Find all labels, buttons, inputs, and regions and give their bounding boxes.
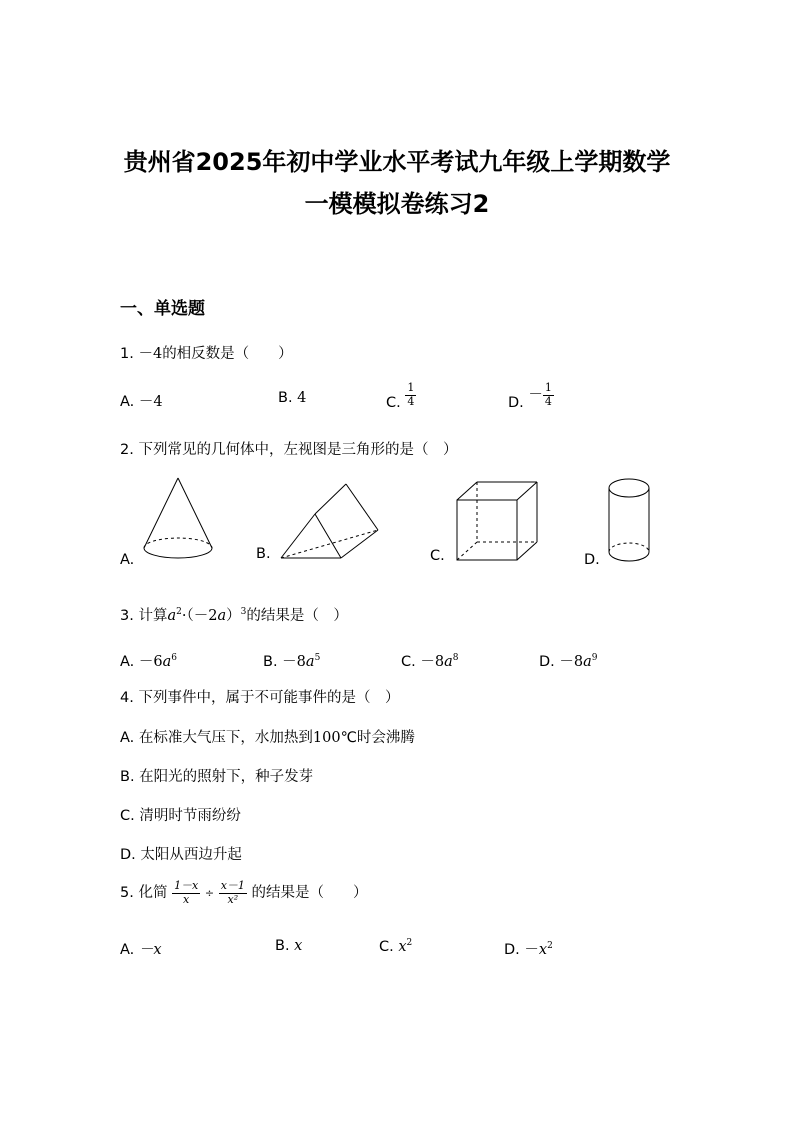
question-1-option-a: A. －4	[120, 394, 163, 410]
fraction: $\frac{1}{4}$	[544, 381, 552, 408]
fraction: $\frac{1-x}{x}$	[174, 879, 199, 906]
question-3-option-a: A. $-6a^6$	[120, 653, 178, 670]
cone-figure	[140, 474, 220, 566]
question-2-stem: 2. 下列常见的几何体中，左视图是三角形的是（ ）	[120, 442, 458, 458]
question-4-stem: 4. 下列事件中，属于不可能事件的是（ ）	[120, 690, 400, 706]
question-4-option-b: B. 在阳光的照射下，种子发芽	[120, 769, 314, 785]
question-3-option-c: C. $-8a^8$	[401, 653, 459, 670]
question-3-stem: 3. 计算$a^2\cdot(-2a)^3$的结果是（ ）	[120, 607, 348, 624]
question-1-option-b: B. 4	[278, 390, 307, 406]
question-1-stem: 1. －4的相反数是（ ）	[120, 346, 293, 362]
question-5-stem: 5. 化简 $\frac{1-x}{x}$ ÷ $\frac{x-1}{\text{x²}}$ 的结果是（ ）	[120, 879, 368, 906]
question-4-option-d: D. 太阳从西边升起	[120, 847, 242, 863]
cylinder-figure	[606, 476, 654, 568]
question-2-option-a-label: A.	[120, 552, 135, 568]
question-2-option-b-label: B.	[256, 546, 271, 562]
section-heading: 一、单选题	[120, 299, 205, 319]
fraction: $\frac{1}{4}$	[407, 381, 415, 408]
question-5-option-b: B. x	[275, 938, 303, 954]
question-3-option-b: B. $-8a^5$	[263, 653, 321, 670]
question-4-option-c: C. 清明时节雨纷纷	[120, 808, 241, 824]
question-3-option-d: D. $-8a^9$	[539, 653, 598, 670]
triangular-prism-figure	[278, 478, 382, 562]
question-5-option-c: C. $x^2$	[379, 938, 413, 955]
page-title-line1: 贵州省2025年初中学业水平考试九年级上学期数学	[123, 148, 671, 176]
page-title-line2: 一模模拟卷练习2	[304, 190, 490, 218]
question-5-option-d: D. $-x^2$	[504, 941, 553, 958]
question-1-option-c: C. $\frac{1}{4}$	[386, 381, 415, 412]
fraction: $\frac{x-1}{\text{x²}}$	[220, 879, 245, 906]
question-4-option-a: A. 在标准大气压下，水加热到100℃时会沸腾	[120, 730, 415, 746]
cube-figure	[454, 478, 542, 566]
question-5-option-a: A. －x	[120, 942, 162, 958]
question-1-option-d: D. － $\frac{1}{4}$	[508, 381, 552, 412]
question-2-option-d-label: D.	[584, 552, 600, 568]
question-2-option-c-label: C.	[430, 548, 445, 564]
